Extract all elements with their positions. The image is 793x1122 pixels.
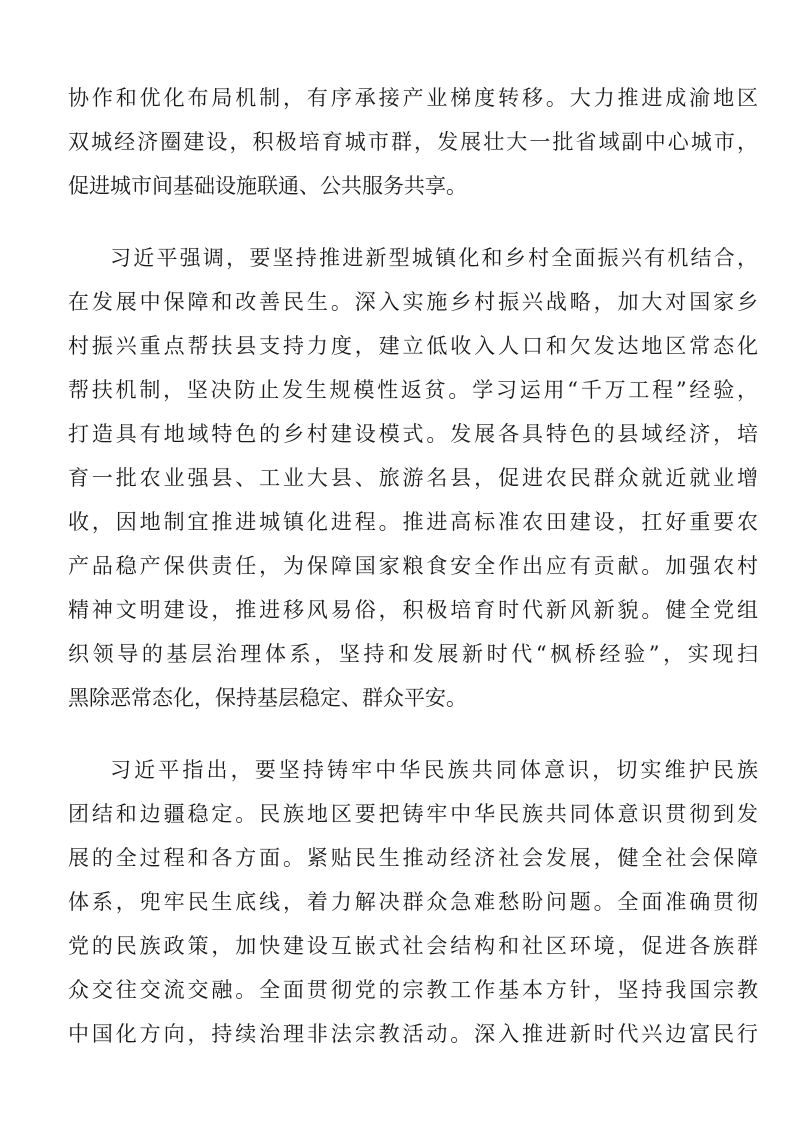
text-line: 黑除恶常态化，保持基层稳定、群众平安。 — [68, 686, 467, 710]
text-line: 收，因地制宜推进城镇化进程。推进高标准农田建设，扛好重要农 — [68, 510, 758, 534]
text-line: 村振兴重点帮扶县支持力度，建立低收入人口和欠发达地区常态化 — [68, 334, 758, 358]
text-line: 双城经济圈建设，积极培育城市群，发展壮大一批省域副中心城市， — [68, 130, 758, 154]
text-line: 中国化方向，持续治理非法宗教活动。深入推进新时代兴边富民行 — [68, 1022, 758, 1046]
text-line: 产品稳产保供责任，为保障国家粮食安全作出应有贡献。加强农村 — [68, 554, 758, 578]
text-line: 帮扶机制，坚决防止发生规模性返贫。学习运用“千万工程”经验， — [68, 378, 758, 402]
text-line: 习近平指出，要坚持铸牢中华民族共同体意识，切实维护民族 — [110, 758, 758, 782]
text-line: 促进城市间基础设施联通、公共服务共享。 — [68, 174, 467, 198]
paragraph-1 — [68, 76, 758, 208]
text-line: 体系，兜牢民生底线，着力解决群众急难愁盼问题。全面准确贯彻 — [68, 890, 758, 914]
text-line: 精神文明建设，推进移风易俗，积极培育时代新风新貌。健全党组 — [68, 598, 758, 622]
text-line: 众交往交流交融。全面贯彻党的宗教工作基本方针，坚持我国宗教 — [68, 978, 758, 1002]
text-line: 团结和边疆稳定。民族地区要把铸牢中华民族共同体意识贯彻到发 — [68, 802, 758, 826]
text-line: 育一批农业强县、工业大县、旅游名县，促进农民群众就近就业增 — [68, 466, 758, 490]
article-body — [68, 76, 758, 1056]
text-line: 习近平强调，要坚持推进新型城镇化和乡村全面振兴有机结合， — [110, 246, 758, 270]
text-line: 党的民族政策，加快建设互嵌式社会结构和社区环境，促进各族群 — [68, 934, 758, 958]
text-line: 展的全过程和各方面。紧贴民生推动经济社会发展，健全社会保障 — [68, 846, 758, 870]
paragraph-2 — [68, 236, 758, 720]
text-line: 打造具有地域特色的乡村建设模式。发展各具特色的县域经济，培 — [68, 422, 758, 446]
paragraph-3 — [68, 748, 758, 1056]
text-line: 协作和优化布局机制，有序承接产业梯度转移。大力推进成渝地区 — [68, 86, 758, 110]
text-line: 在发展中保障和改善民生。深入实施乡村振兴战略，加大对国家乡 — [68, 290, 758, 314]
text-line: 织领导的基层治理体系，坚持和发展新时代“枫桥经验”，实现扫 — [68, 642, 758, 666]
